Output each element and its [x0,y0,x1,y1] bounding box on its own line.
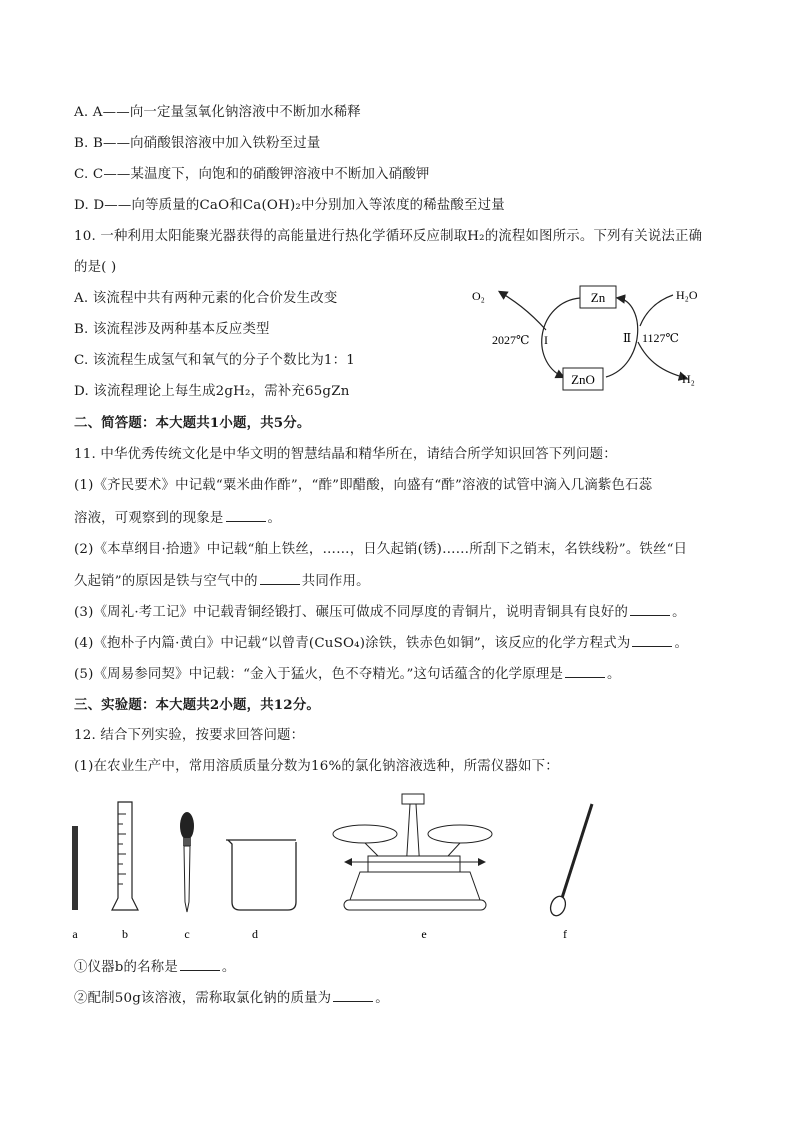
q11-stem: 11. 中华优秀传统文化是中华文明的智慧结晶和精华所在，请结合所学知识回答下列问题： [74,447,617,462]
apparatus-label-f: f [563,927,567,941]
q10-option-d: D. 该流程理论上每生成2gH₂，需补充65gZn [74,384,350,399]
q12-sub1: ①仪器b的名称是 。 [74,960,236,975]
beaker-icon [226,840,296,910]
glass-rod-icon [72,826,78,910]
answer-blank[interactable] [226,509,266,522]
answer-blank[interactable] [180,958,220,971]
answer-blank[interactable] [333,989,373,1002]
q10-stem-line2: 的是( ) [74,260,117,275]
q9-option-c: C. C——某温度下，向饱和的硝酸钾溶液中不断加入硝酸钾 [74,167,430,182]
answer-blank[interactable] [260,572,300,585]
q9-option-d: D. D——向等质量的CaO和Ca(OH)₂中分别加入等浓度的稀盐酸至过量 [74,198,505,213]
q12-p1: (1)在农业生产中，常用溶质质量分数为16%的氯化钠溶液选种，所需仪器如下： [74,759,559,774]
medicine-spoon-icon [548,804,592,918]
zno-label: ZnO [571,372,595,387]
cycle-right-arc [606,298,638,377]
temp-left-label: 2027℃ [492,333,530,347]
graduated-cylinder-icon [112,802,138,910]
q10-option-a: A. 该流程中共有两种元素的化合价发生改变 [74,291,338,306]
h2o-arrow [640,295,673,326]
apparatus-label-b: b [122,927,128,941]
dropper-icon [180,812,194,912]
h2o-label: H₂O [676,288,698,302]
q10-option-b: B. 该流程涉及两种基本反应类型 [74,322,270,337]
h2-arrow [638,342,686,378]
apparatus-label-c: c [184,927,190,941]
step2-label: Ⅱ [623,331,632,345]
answer-blank[interactable] [632,634,672,647]
q11-p1-line1: (1)《齐民要术》中记载“粟米曲作酢”，“酢”即醋酸，向盛有“酢”溶液的试管中滴入几滴紫色石蕊 [74,478,653,493]
q9-option-a: A. A——向一定量氢氧化钠溶液中不断加水稀释 [74,105,361,120]
answer-blank[interactable] [565,665,605,678]
h2-label: H₂ [682,372,695,386]
q11-p2-line2: 久起销”的原因是铁与空气中的 共同作用。 [74,574,370,589]
apparatus-label-d: d [252,927,258,941]
o2-label: O₂ [472,289,485,303]
q9-option-b: B. B——向硝酸银溶液中加入铁粉至过量 [74,136,321,151]
q11-p2-line1: (2)《本草纲目·拾遗》中记载“舶上铁丝，……，日久起销(锈)……所刮下之销末，名铁线粉”。铁丝“日 [74,542,688,557]
o2-arrow [500,292,546,330]
apparatus-label-e: e [421,927,427,941]
zn-cycle-diagram [468,280,718,400]
q12-stem: 12. 结合下列实验，按要求回答问题： [74,728,305,743]
section3-heading: 三、实验题：本大题共2小题，共12分。 [74,697,321,713]
q11-p3: (3)《周礼·考工记》中记载青铜经锻打、碾压可做成不同厚度的青铜片，说明青铜具有良好的 。 [74,605,686,620]
temp-right-label: 1127℃ [642,331,679,345]
answer-blank[interactable] [630,603,670,616]
apparatus-figure [60,790,620,950]
q11-p1-line2: 溶液，可观察到的现象是 。 [74,511,282,526]
q10-stem-line1: 10. 一种利用太阳能聚光器获得的高能量进行热化学循环反应制取H₂的流程如图所示。下列有关说法正确 [74,229,703,244]
q12-sub2: ②配制50g该溶液，需称取氯化钠的质量为 。 [74,991,389,1006]
step1-label: I [544,333,548,347]
q10-option-c: C. 该流程生成氢气和氧气的分子个数比为1：1 [74,353,355,368]
section2-heading: 二、简答题：本大题共1小题，共5分。 [74,415,311,431]
zn-label: Zn [590,290,606,305]
apparatus-label-a: a [72,927,78,941]
balance-scale-icon [333,794,492,910]
q11-p5: (5)《周易参同契》中记载：“金入于猛火，色不夺精光。”这句话蕴含的化学原理是 。 [74,667,621,682]
q11-p4: (4)《抱朴子内篇·黄白》中记载“以曾青(CuSO₄)涂铁，铁赤色如铜”，该反应的化学方程式为 。 [74,636,689,651]
